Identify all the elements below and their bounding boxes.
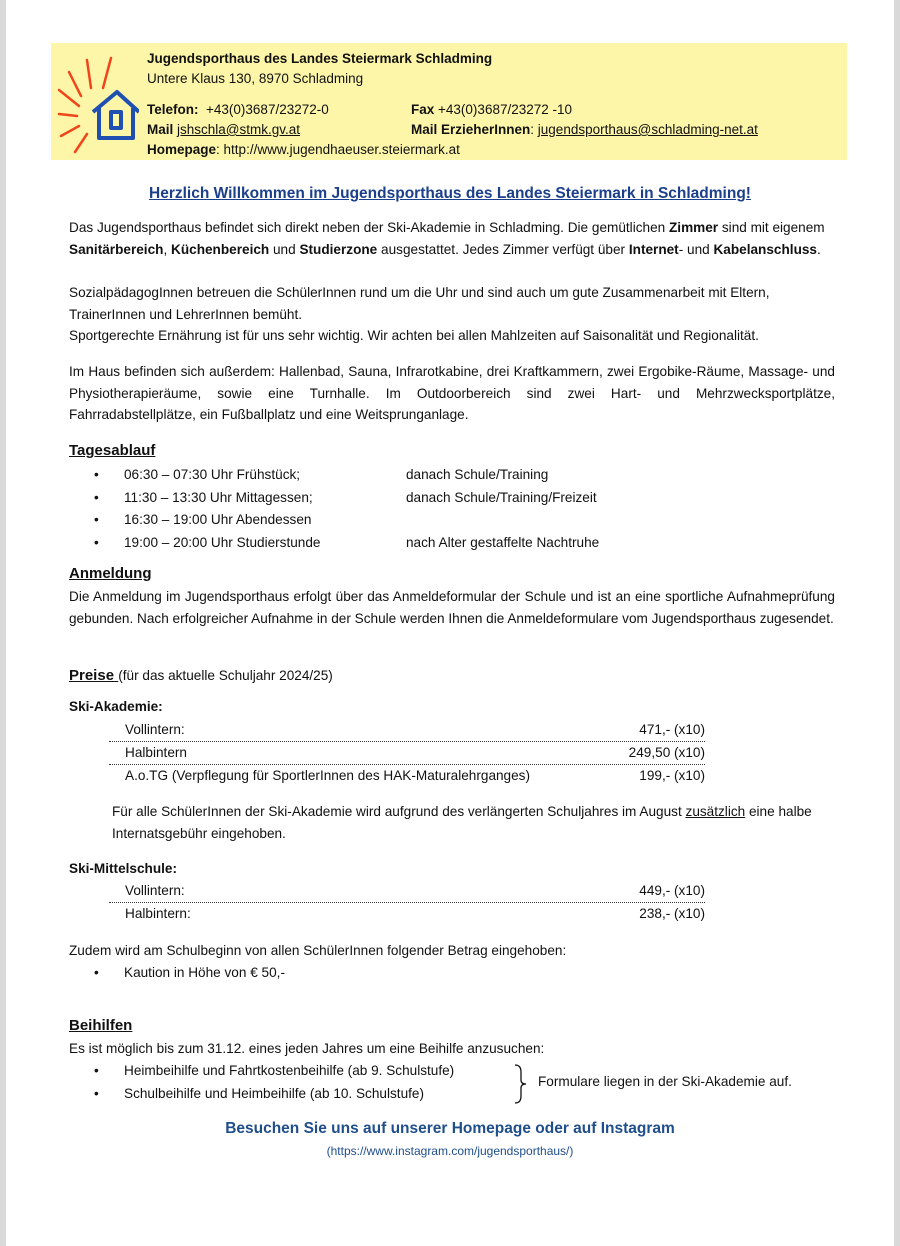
price-row xyxy=(109,903,705,925)
formulare-note: Formulare liegen in der Ski-Akademie auf. xyxy=(538,1074,792,1089)
instagram-link[interactable]: (https://www.instagram.com/jugendsporthaus/) xyxy=(326,1144,574,1158)
care-paragraph: SozialpädagogInnen betreuen die SchülerInnen rund um die Uhr und sind auch um gute Zusammenarbeit mit Eltern, TrainerInnen und LehrerInnen bemüht. xyxy=(69,285,770,322)
beihilfe-item: • Schulbeihilfe und Heimbeihilfe (ab 10. Schulstufe) xyxy=(94,1083,454,1106)
ski-akademie-heading: Ski-Akademie: xyxy=(69,699,163,714)
sun-house-logo-icon xyxy=(57,48,139,156)
preise-heading: Preise xyxy=(69,667,115,684)
phone-number: +43(0)3687/23272-0 xyxy=(206,102,329,117)
nutrition-paragraph: Sportgerechte Ernährung ist für uns sehr wichtig. Wir achten bei allen Mahlzeiten auf Saisonalität und Regionalität. xyxy=(69,328,759,343)
beihilfen-heading: Beihilfen xyxy=(69,1017,133,1034)
zudem-paragraph: Zudem wird am Schulbeginn von allen SchülerInnen folgender Betrag eingehoben: xyxy=(69,943,567,958)
price-label: Vollintern: xyxy=(125,883,185,898)
schedule-time: 19:00 – 20:00 Uhr Studierstunde xyxy=(124,534,321,550)
beihilfen-list xyxy=(94,1060,454,1105)
schedule-item xyxy=(94,487,597,510)
letterhead: Jugendsporthaus des Landes Steiermark Schladming Untere Klaus 130, 8970 Schladming Telefon: +43(0)3687/23272-0 Fax +43(0)3687/23272 -10 Mail jshschla@stmk.gv.at Mail ErzieherInnen: jugendsporthaus@schladming-net.at Homepage: http://www.jugendhaeuser.steiermark.at xyxy=(51,43,847,160)
price-label: Vollintern: xyxy=(125,722,185,737)
schedule-time: 16:30 – 19:00 Uhr Abendessen xyxy=(124,512,312,527)
price-value: 238,- (x10) xyxy=(639,906,705,921)
schedule-note: nach Alter gestaffelte Nachtruhe xyxy=(406,534,600,550)
mail2-link[interactable]: jugendsporthaus@schladming-net.at xyxy=(537,122,758,137)
beihilfe-item: • Heimbeihilfe und Fahrtkostenbeihilfe (ab 9. Schulstufe) xyxy=(94,1060,454,1083)
tagesablauf-heading: Tagesablauf xyxy=(69,442,156,459)
schedule-note: danach Schule/Training xyxy=(406,467,549,482)
price-row xyxy=(109,880,705,903)
preise-heading-row xyxy=(69,667,333,684)
document-page xyxy=(6,0,894,1246)
ski-mittelschule-price-table xyxy=(109,880,705,925)
fax-label: Fax xyxy=(411,102,435,117)
homepage-label: Homepage xyxy=(147,142,217,157)
intro-paragraph: Das Jugendsporthaus befindet sich direkt neben der Ski-Akademie in Schladming. Die gemütlichen Zimmer sind mit eigenem Sanitärbereich, Küchenbereich und Studierzone ausgestattet. Jedes Zimmer verfügt über Internet- und Kabelanschluss. xyxy=(69,220,825,257)
kaution-list xyxy=(94,962,285,985)
anmeldung-paragraph: Die Anmeldung im Jugendsporthaus erfolgt über das Anmeldeformular der Schule und ist an eine sportliche Aufnahmeprüfung gebunden. Nach erfolgreicher Aufnahme in der Schule werden Ihnen die Anmeldeformulare vom Jugendsporthaus zugesendet. xyxy=(69,589,835,626)
price-row xyxy=(109,719,705,742)
schedule-item xyxy=(94,509,321,532)
schedule-time: 11:30 – 13:30 Uhr Mittagessen; xyxy=(124,489,313,505)
mail-link[interactable]: jshschla@stmk.gv.at xyxy=(177,122,301,137)
beihilfen-paragraph: Es ist möglich bis zum 31.12. eines jeden Jahres um eine Beihilfe anzusuchen: xyxy=(69,1041,545,1056)
anmeldung-heading: Anmeldung xyxy=(69,565,152,582)
org-address: Untere Klaus 130, 8970 Schladming xyxy=(147,71,364,86)
tagesablauf-list xyxy=(94,464,600,554)
price-row xyxy=(109,742,705,765)
phone-label: Telefon xyxy=(147,102,194,117)
schedule-note: danach Schule/Training/Freizeit xyxy=(406,489,597,505)
schedule-time: 06:30 – 07:30 Uhr Frühstück; xyxy=(124,467,301,482)
schedule-item xyxy=(94,532,600,555)
ski-mittelschule-heading: Ski-Mittelschule: xyxy=(69,861,178,876)
ski-akademie-price-table xyxy=(109,719,705,787)
price-value: 199,- (x10) xyxy=(639,768,705,783)
price-label: A.o.TG (Verpflegung für SportlerInnen des HAK-Maturalehrganges) xyxy=(125,768,531,783)
preise-note: (für das aktuelle Schuljahr 2024/25) xyxy=(118,668,333,683)
price-row xyxy=(109,765,705,787)
price-value: 449,- (x10) xyxy=(639,883,705,898)
page-title: Herzlich Willkommen im Jugendsporthaus des Landes Steiermark in Schladming! xyxy=(149,185,751,202)
facilities-paragraph: Im Haus befinden sich außerdem: Hallenbad, Sauna, Infrarotkabine, drei Kraftkammern, zwei Ergobike-Räume, Massage- und Physiotherapieräume, sowie eine Turnhalle. Im Outdoorbereich sind zwei Hart- und Mehrzwecksportplätze, Fahrradabstellplätze, ein Fußballplatz und eine Weitsprunganlage. xyxy=(69,364,835,422)
price-label: Halbintern: xyxy=(125,906,191,921)
akademie-note: Für alle SchülerInnen der Ski-Akademie wird aufgrund des verlängerten Schuljahres im August zusätzlich eine halbe Internatsgebühr eingehoben. xyxy=(112,804,812,841)
fax-number: +43(0)3687/23272 -10 xyxy=(438,102,573,117)
price-value: 249,50 (x10) xyxy=(628,745,705,760)
mail2-label: Mail ErzieherInnen xyxy=(411,122,531,137)
schedule-item xyxy=(94,464,549,487)
mail-label: Mail xyxy=(147,122,174,137)
homepage-link[interactable]: http://www.jugendhaeuser.steiermark.at xyxy=(223,142,460,157)
price-value: 471,- (x10) xyxy=(639,722,705,737)
footer-cta: Besuchen Sie uns auf unserer Homepage oder auf Instagram xyxy=(225,1120,675,1137)
list-item: • Kaution in Höhe von € 50,- xyxy=(94,962,285,985)
org-name: Jugendsporthaus des Landes Steiermark Schladming xyxy=(147,51,493,66)
right-brace-icon xyxy=(513,1064,527,1104)
price-label: Halbintern xyxy=(125,745,187,760)
